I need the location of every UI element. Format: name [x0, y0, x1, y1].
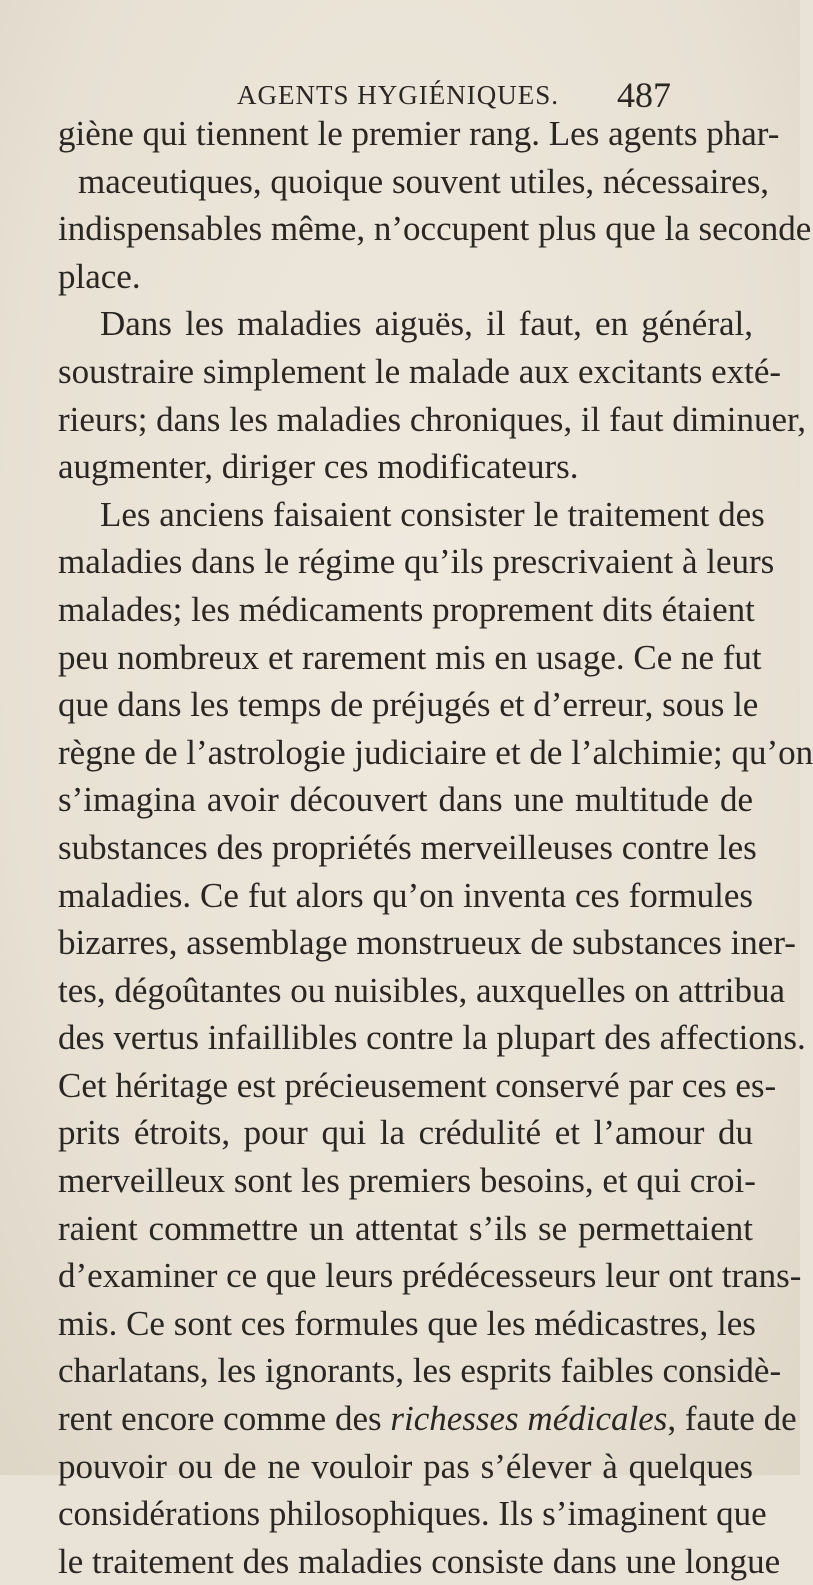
text-line-content: s’imagina avoir découvert dans une multitude de [58, 780, 753, 820]
text-line-content: bizarres, assemblage monstrueux de substances iner- [58, 923, 796, 963]
text-line [58, 443, 753, 491]
text-line [58, 1109, 753, 1157]
text-line [58, 300, 753, 348]
text-line [58, 1443, 753, 1491]
text-line [58, 1538, 781, 1585]
running-head: AGENTS HYGIÉNIQUES. [237, 80, 559, 110]
text-line-content: giène qui tiennent le premier rang. Les agents phar- [58, 114, 780, 153]
text-line [58, 1300, 756, 1348]
text-line [58, 634, 762, 682]
page-header [0, 74, 800, 114]
text-line-content: indispensables même, n’occupent plus que la seconde [58, 209, 812, 249]
text-line-content: place. [58, 256, 141, 296]
text-line-content: Dans les maladies aiguës, il faut, en général, [100, 304, 753, 344]
text-line-content: peu nombreux et rarement mis en usage. Ce ne fut [58, 637, 762, 677]
text-line [58, 1347, 782, 1395]
text-line [58, 586, 753, 634]
text-line [58, 1157, 756, 1205]
text-line-content: charlatans, les ignorants, les esprits faibles considè- [58, 1351, 782, 1391]
text-line [58, 1014, 806, 1062]
text-line [58, 967, 786, 1015]
text-line-content: considérations philosophiques. Ils s’imaginent que [58, 1494, 767, 1534]
text-line [58, 158, 770, 206]
text-line-content: pouvoir ou de ne vouloir pas s’élever à quelques [58, 1446, 753, 1486]
text-line-content: maladies dans le régime qu’ils prescrivaient à leurs [58, 542, 775, 582]
text-line-content: substances des propriétés merveilleuses contre les [58, 827, 757, 867]
text-line [58, 1205, 753, 1253]
text-line [58, 348, 782, 396]
text-line-content: règne de l’astrologie judiciaire et de l’alchimie; qu’on [58, 732, 813, 772]
text-line [58, 681, 759, 729]
text-line-content: prits étroits, pour qui la crédulité et l’amour du [58, 1113, 753, 1153]
text-line [58, 205, 812, 253]
text-line-content: Cet héritage est précieusement conservé par ces es- [58, 1065, 777, 1105]
text-line [58, 729, 813, 777]
text-line-content: rieurs; dans les maladies chroniques, il faut diminuer, [58, 399, 806, 439]
text-line [58, 396, 806, 444]
text-line [58, 491, 765, 539]
text-line [58, 824, 757, 872]
text-line-content: augmenter, diriger ces modificateurs. [58, 447, 579, 487]
text-line-content: tes, dégoûtantes ou nuisibles, auxquelles on attribua [58, 970, 786, 1010]
text-line-content: le traitement des maladies consiste dans une longue [58, 1541, 781, 1581]
text-line [58, 1062, 777, 1110]
text-line-content: Les anciens faisaient consister le traitement des [100, 494, 765, 534]
text-line-content: maladies. Ce fut alors qu’on inventa ces formules [58, 875, 753, 915]
text-line [58, 1490, 767, 1538]
text-line-content: maceutiques, quoique souvent utiles, nécessaires, [78, 161, 770, 201]
text-line-content: raient commettre un attentat s’ils se permettaient [58, 1208, 753, 1248]
body-text [58, 110, 813, 1585]
text-line-content: malades; les médicaments proprement dits étaient [58, 589, 755, 629]
text-line [58, 538, 775, 586]
text-line-content: soustraire simplement le malade aux excitants exté- [58, 351, 782, 391]
text-line [58, 1252, 802, 1300]
text-line [58, 872, 753, 920]
text-line-content: des vertus infaillibles contre la plupart des affections. [58, 1018, 806, 1058]
page-number: 487 [617, 75, 671, 115]
text-line-content: d’examiner ce que leurs prédécesseurs leur ont trans- [58, 1256, 802, 1296]
text-line [58, 110, 780, 158]
text-line [58, 253, 753, 301]
italic-phrase: richesses médicales [390, 1399, 668, 1439]
text-line-content: merveilleux sont les premiers besoins, et qui croi- [58, 1161, 756, 1201]
text-line-tail: , faute de [667, 1399, 797, 1439]
text-line [58, 919, 796, 967]
text-line-content: mis. Ce sont ces formules que les médicastres, les [58, 1303, 756, 1343]
text-line [58, 776, 753, 824]
text-line-content: rent encore comme des [58, 1399, 391, 1439]
text-line-content: que dans les temps de préjugés et d’erreur, sous le [58, 685, 759, 725]
text-line [58, 1395, 797, 1443]
